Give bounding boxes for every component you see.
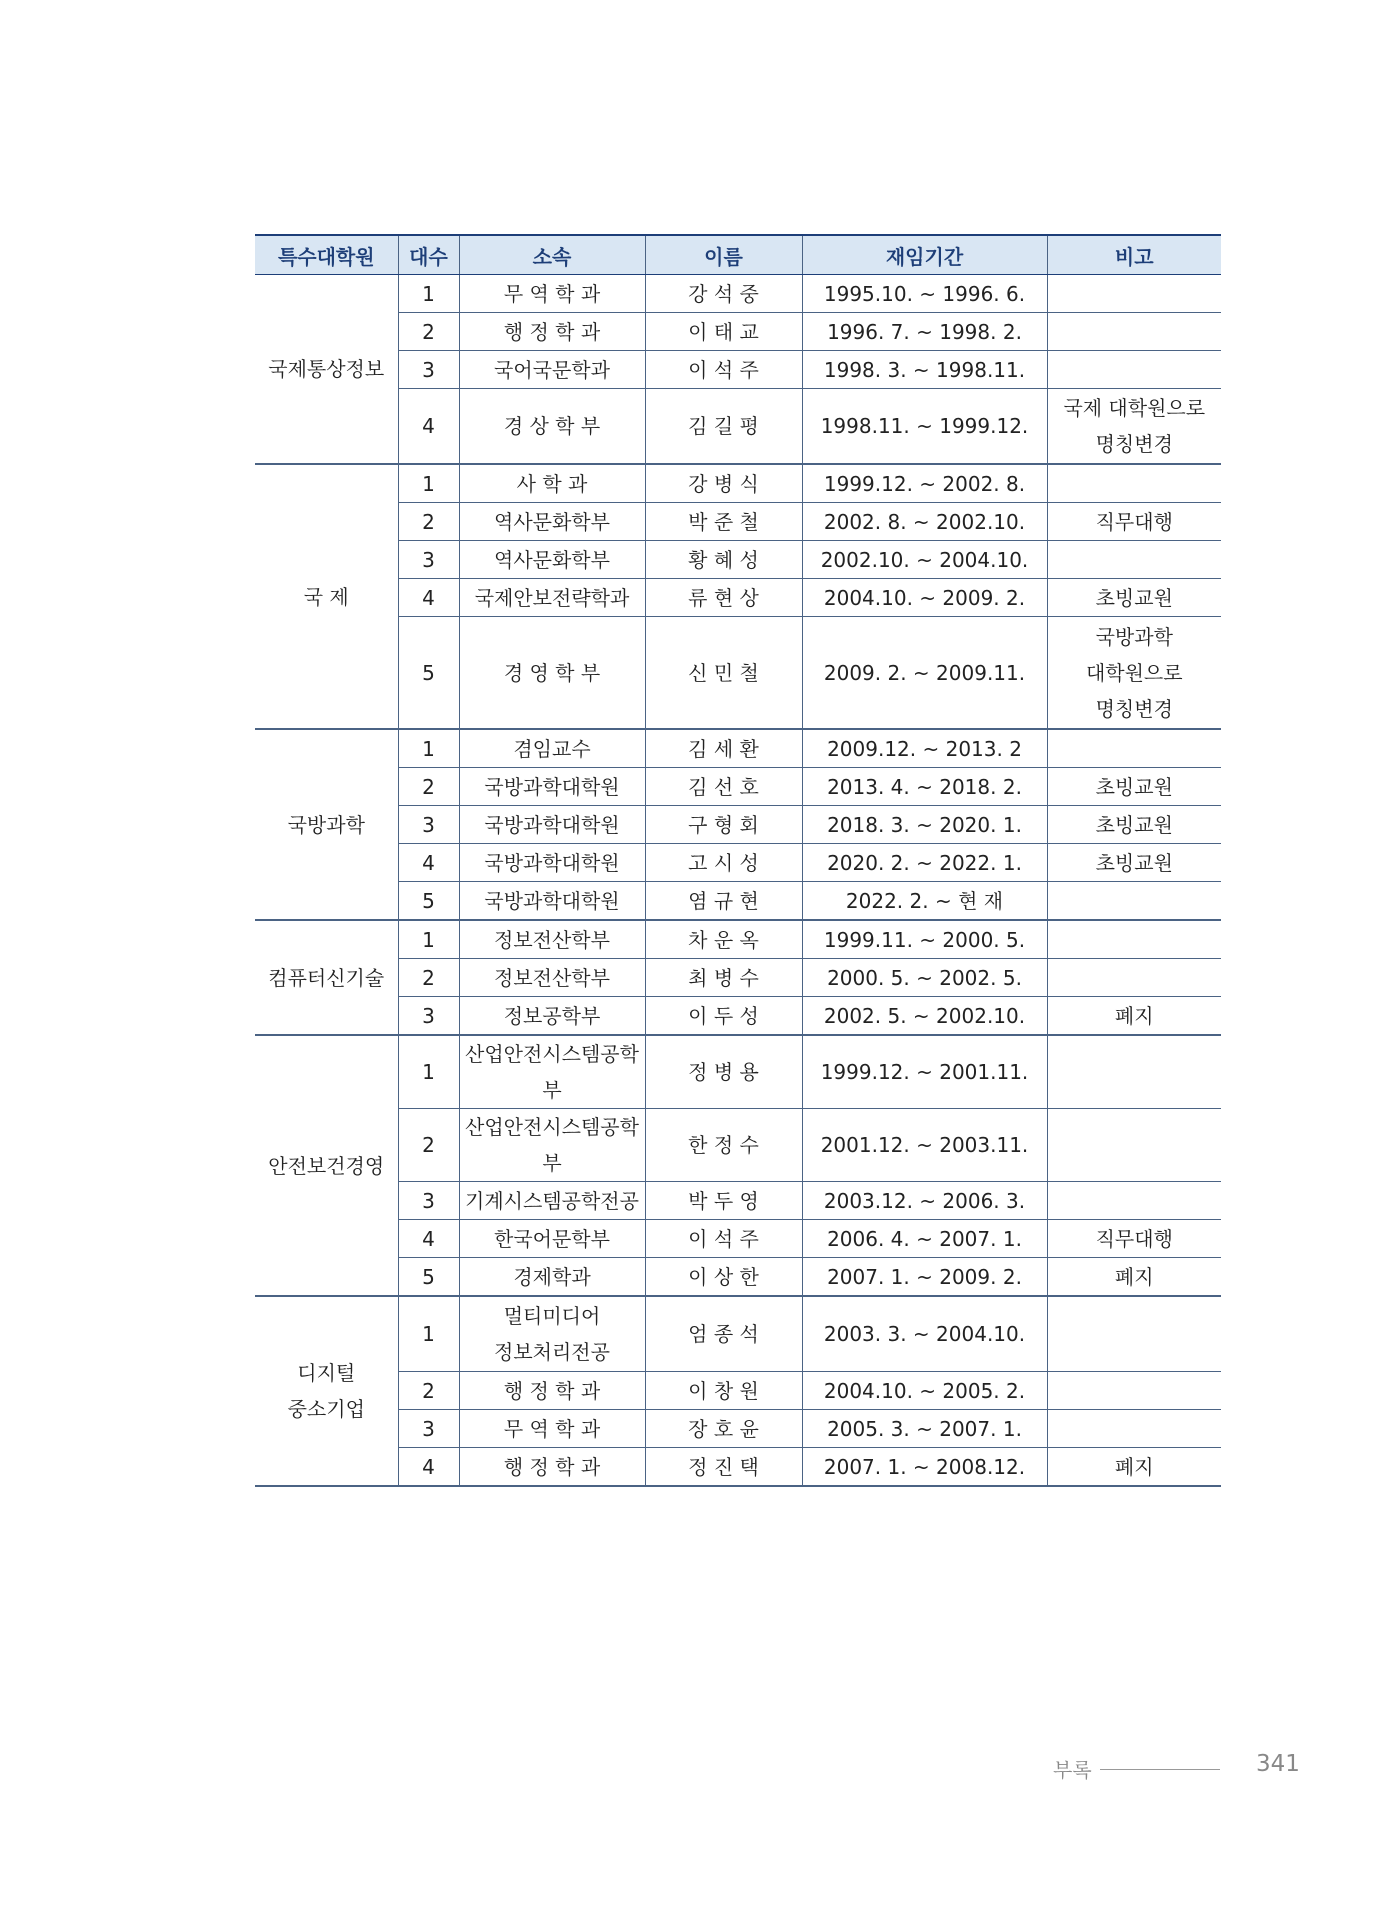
- term-cell: 2007. 1. ~ 2009. 2.: [802, 1258, 1047, 1297]
- no-cell: 1: [398, 275, 459, 313]
- table-row: [255, 351, 1221, 389]
- header-cell: 특수대학원: [255, 235, 398, 275]
- note-cell: 폐지: [1047, 1448, 1221, 1487]
- table-row: [255, 1220, 1221, 1258]
- table-row: [255, 313, 1221, 351]
- name-cell: 이 창 원: [645, 1372, 802, 1410]
- dept-cell: 국방과학대학원: [459, 768, 645, 806]
- no-cell: 1: [398, 1035, 459, 1109]
- term-cell: 2009. 2. ~ 2009.11.: [802, 617, 1047, 730]
- no-cell: 1: [398, 1296, 459, 1372]
- note-cell: [1047, 1035, 1221, 1109]
- note-cell: [1047, 313, 1221, 351]
- term-cell: 2004.10. ~ 2009. 2.: [802, 579, 1047, 617]
- table-row: [255, 275, 1221, 313]
- dept-cell: 경 상 학 부: [459, 389, 645, 465]
- no-cell: 5: [398, 1258, 459, 1297]
- note-cell: [1047, 541, 1221, 579]
- term-cell: 2007. 1. ~ 2008.12.: [802, 1448, 1047, 1487]
- note-cell: [1047, 920, 1221, 959]
- term-cell: 2004.10. ~ 2005. 2.: [802, 1372, 1047, 1410]
- name-cell: 이 태 교: [645, 313, 802, 351]
- no-cell: 2: [398, 1372, 459, 1410]
- name-cell: 강 석 중: [645, 275, 802, 313]
- note-cell: 폐지: [1047, 1258, 1221, 1297]
- table-row: [255, 617, 1221, 730]
- name-cell: 황 혜 성: [645, 541, 802, 579]
- term-cell: 2009.12. ~ 2013. 2: [802, 729, 1047, 768]
- dept-cell: 국어국문학과: [459, 351, 645, 389]
- name-cell: 류 현 상: [645, 579, 802, 617]
- school-cell: 국방과학: [255, 729, 398, 920]
- table-row: [255, 882, 1221, 921]
- name-cell: 장 호 윤: [645, 1410, 802, 1448]
- header-row: [255, 235, 1221, 275]
- table-row: [255, 503, 1221, 541]
- header-cell: 소속: [459, 235, 645, 275]
- name-cell: 최 병 수: [645, 959, 802, 997]
- term-cell: 2022. 2. ~ 현 재: [802, 882, 1047, 921]
- school-cell: 안전보건경영: [255, 1035, 398, 1296]
- table-row: [255, 1258, 1221, 1297]
- dept-cell: 사 학 과: [459, 464, 645, 503]
- no-cell: 1: [398, 464, 459, 503]
- name-cell: 김 선 호: [645, 768, 802, 806]
- name-cell: 정 진 택: [645, 1448, 802, 1487]
- dept-cell: 경 영 학 부: [459, 617, 645, 730]
- note-cell: [1047, 275, 1221, 313]
- no-cell: 4: [398, 1448, 459, 1487]
- school-cell: 국제통상정보: [255, 275, 398, 465]
- table-row: [255, 959, 1221, 997]
- name-cell: 김 세 환: [645, 729, 802, 768]
- note-cell: 초빙교원: [1047, 806, 1221, 844]
- dept-cell: 경제학과: [459, 1258, 645, 1297]
- dept-cell: 행 정 학 과: [459, 313, 645, 351]
- term-cell: 1995.10. ~ 1996. 6.: [802, 275, 1047, 313]
- term-cell: 2013. 4. ~ 2018. 2.: [802, 768, 1047, 806]
- term-cell: 2005. 3. ~ 2007. 1.: [802, 1410, 1047, 1448]
- no-cell: 1: [398, 920, 459, 959]
- no-cell: 3: [398, 541, 459, 579]
- name-cell: 이 석 주: [645, 1220, 802, 1258]
- term-cell: 1998.11. ~ 1999.12.: [802, 389, 1047, 465]
- no-cell: 4: [398, 1220, 459, 1258]
- table-row: [255, 579, 1221, 617]
- dept-cell: 역사문화학부: [459, 541, 645, 579]
- term-cell: 2000. 5. ~ 2002. 5.: [802, 959, 1047, 997]
- dept-cell: 무 역 학 과: [459, 275, 645, 313]
- school-cell: 국 제: [255, 464, 398, 729]
- dept-cell: 겸임교수: [459, 729, 645, 768]
- term-cell: 2020. 2. ~ 2022. 1.: [802, 844, 1047, 882]
- header-cell: 대수: [398, 235, 459, 275]
- table-row: [255, 806, 1221, 844]
- name-cell: 이 석 주: [645, 351, 802, 389]
- no-cell: 3: [398, 351, 459, 389]
- note-cell: [1047, 882, 1221, 921]
- dept-cell: 행 정 학 과: [459, 1372, 645, 1410]
- name-cell: 엄 종 석: [645, 1296, 802, 1372]
- no-cell: 2: [398, 959, 459, 997]
- dept-cell: 국방과학대학원: [459, 806, 645, 844]
- name-cell: 이 상 한: [645, 1258, 802, 1297]
- header-cell: 재임기간: [802, 235, 1047, 275]
- dept-cell: 역사문화학부: [459, 503, 645, 541]
- table-row: [255, 1372, 1221, 1410]
- note-cell: [1047, 959, 1221, 997]
- note-cell: 폐지: [1047, 997, 1221, 1036]
- term-cell: 1999.11. ~ 2000. 5.: [802, 920, 1047, 959]
- name-cell: 박 준 철: [645, 503, 802, 541]
- note-cell: [1047, 1372, 1221, 1410]
- note-cell: [1047, 729, 1221, 768]
- table-row: [255, 729, 1221, 768]
- term-cell: 2003.12. ~ 2006. 3.: [802, 1182, 1047, 1220]
- dept-cell: 정보전산학부: [459, 959, 645, 997]
- term-cell: 2006. 4. ~ 2007. 1.: [802, 1220, 1047, 1258]
- table-row: [255, 844, 1221, 882]
- page-footer: [0, 1751, 1400, 1784]
- name-cell: 고 시 성: [645, 844, 802, 882]
- table-row: [255, 1448, 1221, 1487]
- table-row: [255, 1296, 1221, 1372]
- name-cell: 이 두 성: [645, 997, 802, 1036]
- table-row: [255, 1182, 1221, 1220]
- no-cell: 2: [398, 768, 459, 806]
- dept-cell: 한국어문학부: [459, 1220, 645, 1258]
- dept-cell: 국방과학대학원: [459, 882, 645, 921]
- name-cell: 염 규 현: [645, 882, 802, 921]
- dept-cell: 산업안전시스템공학부: [459, 1035, 645, 1109]
- note-cell: [1047, 1109, 1221, 1182]
- no-cell: 1: [398, 729, 459, 768]
- note-cell: 직무대행: [1047, 503, 1221, 541]
- term-cell: 1996. 7. ~ 1998. 2.: [802, 313, 1047, 351]
- note-cell: 국제 대학원으로 명칭변경: [1047, 389, 1221, 465]
- dept-cell: 무 역 학 과: [459, 1410, 645, 1448]
- table-row: [255, 464, 1221, 503]
- header-cell: 비고: [1047, 235, 1221, 275]
- no-cell: 2: [398, 1109, 459, 1182]
- note-cell: [1047, 1296, 1221, 1372]
- note-cell: [1047, 464, 1221, 503]
- note-cell: [1047, 1182, 1221, 1220]
- no-cell: 3: [398, 997, 459, 1036]
- no-cell: 2: [398, 503, 459, 541]
- term-cell: 1999.12. ~ 2002. 8.: [802, 464, 1047, 503]
- term-cell: 2002. 8. ~ 2002.10.: [802, 503, 1047, 541]
- table-row: [255, 997, 1221, 1036]
- no-cell: 2: [398, 313, 459, 351]
- table-row: [255, 389, 1221, 465]
- no-cell: 4: [398, 844, 459, 882]
- table-row: [255, 920, 1221, 959]
- note-cell: 직무대행: [1047, 1220, 1221, 1258]
- table-row: [255, 768, 1221, 806]
- note-cell: 초빙교원: [1047, 768, 1221, 806]
- name-cell: 박 두 영: [645, 1182, 802, 1220]
- no-cell: 4: [398, 389, 459, 465]
- no-cell: 4: [398, 579, 459, 617]
- school-cell: 컴퓨터신기술: [255, 920, 398, 1035]
- name-cell: 강 병 식: [645, 464, 802, 503]
- page-number: 341: [1256, 1751, 1300, 1777]
- term-cell: 2002. 5. ~ 2002.10.: [802, 997, 1047, 1036]
- note-cell: [1047, 351, 1221, 389]
- dept-cell: 정보공학부: [459, 997, 645, 1036]
- name-cell: 차 운 옥: [645, 920, 802, 959]
- dept-cell: 국제안보전략학과: [459, 579, 645, 617]
- dept-cell: 멀티미디어 정보처리전공: [459, 1296, 645, 1372]
- note-cell: [1047, 1410, 1221, 1448]
- dept-cell: 기계시스템공학전공: [459, 1182, 645, 1220]
- no-cell: 5: [398, 617, 459, 730]
- term-cell: 1998. 3. ~ 1998.11.: [802, 351, 1047, 389]
- note-cell: 초빙교원: [1047, 844, 1221, 882]
- dept-cell: 산업안전시스템공학부: [459, 1109, 645, 1182]
- note-cell: 초빙교원: [1047, 579, 1221, 617]
- footer-label: 부록: [1053, 1758, 1092, 1782]
- name-cell: 김 길 평: [645, 389, 802, 465]
- term-cell: 2001.12. ~ 2003.11.: [802, 1109, 1047, 1182]
- dept-cell: 국방과학대학원: [459, 844, 645, 882]
- note-cell: 국방과학 대학원으로 명칭변경: [1047, 617, 1221, 730]
- table-body: [255, 275, 1221, 1487]
- table-row: [255, 1410, 1221, 1448]
- term-cell: 1999.12. ~ 2001.11.: [802, 1035, 1047, 1109]
- name-cell: 신 민 철: [645, 617, 802, 730]
- header-cell: 이름: [645, 235, 802, 275]
- no-cell: 3: [398, 1182, 459, 1220]
- table-row: [255, 1035, 1221, 1109]
- name-cell: 정 병 용: [645, 1035, 802, 1109]
- name-cell: 한 정 수: [645, 1109, 802, 1182]
- dept-cell: 정보전산학부: [459, 920, 645, 959]
- term-cell: 2018. 3. ~ 2020. 1.: [802, 806, 1047, 844]
- table-row: [255, 1109, 1221, 1182]
- footer-rule: [1100, 1769, 1220, 1770]
- no-cell: 3: [398, 1410, 459, 1448]
- table-row: [255, 541, 1221, 579]
- term-cell: 2002.10. ~ 2004.10.: [802, 541, 1047, 579]
- dept-cell: 행 정 학 과: [459, 1448, 645, 1487]
- no-cell: 3: [398, 806, 459, 844]
- appointments-table: [255, 234, 1221, 1487]
- no-cell: 5: [398, 882, 459, 921]
- term-cell: 2003. 3. ~ 2004.10.: [802, 1296, 1047, 1372]
- name-cell: 구 형 회: [645, 806, 802, 844]
- school-cell: 디지털 중소기업: [255, 1296, 398, 1486]
